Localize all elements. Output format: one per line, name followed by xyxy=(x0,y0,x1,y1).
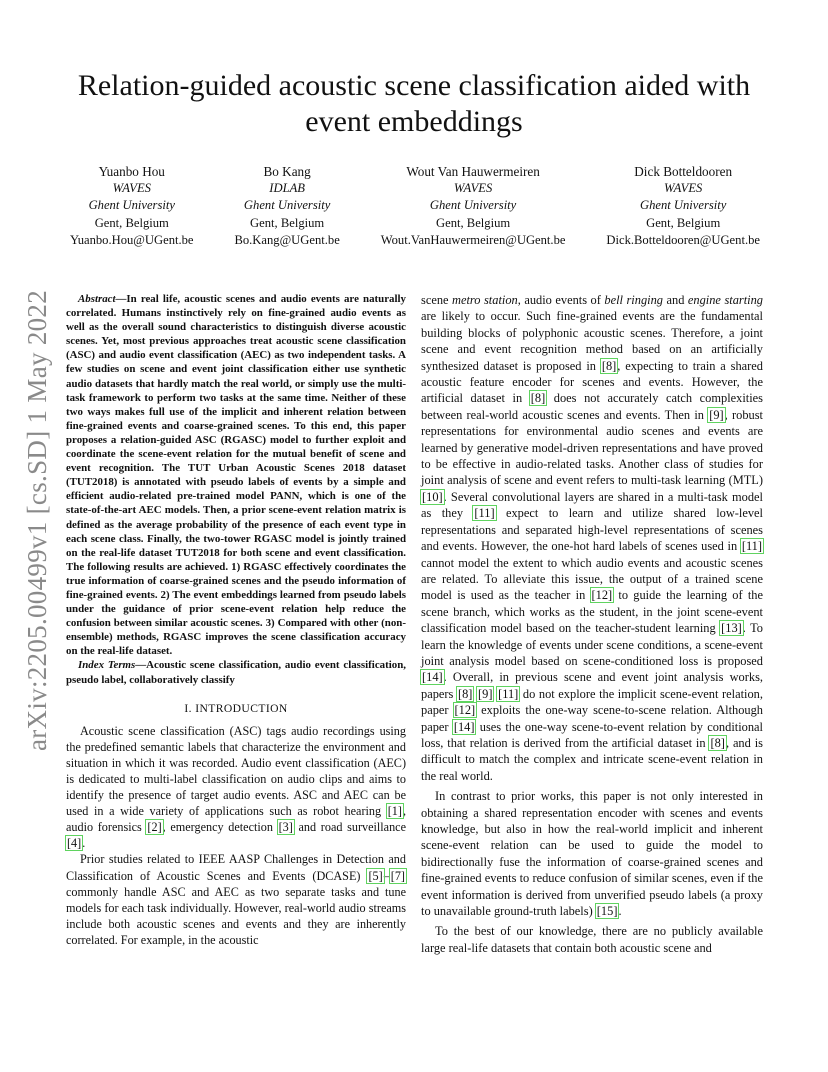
author-univ: Ghent University xyxy=(429,198,517,213)
arxiv-stamp-text: arXiv:2205.00499v1 [cs.SD] 1 May 2022 xyxy=(22,289,53,751)
author-city: Gent, Belgium xyxy=(250,215,325,230)
citation-link[interactable]: [8] xyxy=(710,735,725,750)
arxiv-identifier-stamp xyxy=(20,290,56,750)
citation-link[interactable]: [3] xyxy=(278,820,293,835)
author-dept: IDLAB xyxy=(269,181,305,196)
citation-link[interactable]: [1] xyxy=(387,804,402,819)
citation-link[interactable]: [11] xyxy=(741,539,762,554)
citation-link[interactable]: [8] xyxy=(601,358,617,373)
citation-link[interactable]: [13] xyxy=(721,621,742,636)
author-name: Yuanbo Hou xyxy=(98,164,165,179)
citation-link[interactable]: [14] xyxy=(453,719,475,734)
author-email: Wout.VanHauwermeiren@UGent.be xyxy=(380,232,566,247)
citation-link[interactable]: [7] xyxy=(390,868,405,883)
citation-link[interactable]: [4] xyxy=(67,836,82,851)
index-terms-label: Index Terms xyxy=(78,659,136,672)
author-city: Gent, Belgium xyxy=(646,215,721,230)
citation-link[interactable]: [10] xyxy=(422,489,443,504)
author-email: Yuanbo.Hou@UGent.be xyxy=(70,232,194,247)
index-terms-text: —Acoustic scene classification, audio event classification, pseudo label, collaboratively classify xyxy=(66,659,406,686)
citation-link[interactable]: [5] xyxy=(368,868,383,883)
right-column xyxy=(421,292,763,956)
author-city: Gent, Belgium xyxy=(436,215,511,230)
author-3 xyxy=(381,163,566,249)
author-block xyxy=(70,163,760,249)
abstract xyxy=(66,292,406,658)
citation-link[interactable]: [8] xyxy=(530,391,546,406)
citation-link[interactable]: [9] xyxy=(478,686,493,701)
author-univ: Ghent University xyxy=(88,198,175,213)
citation-link[interactable]: [11] xyxy=(498,686,519,701)
author-dept: WAVES xyxy=(664,181,703,196)
section-heading-introduction: I. INTRODUCTION xyxy=(184,701,288,715)
index-terms xyxy=(66,658,406,686)
citation-link[interactable]: [14] xyxy=(422,670,443,685)
author-email: Dick.Botteldooren@UGent.be xyxy=(606,232,760,247)
citation-link[interactable]: [2] xyxy=(147,820,162,835)
author-univ: Ghent University xyxy=(243,198,331,213)
author-dept: WAVES xyxy=(112,181,151,196)
author-2 xyxy=(234,163,339,249)
abstract-label: Abstract xyxy=(78,293,116,305)
citation-link[interactable]: [12] xyxy=(454,703,476,718)
author-univ: Ghent University xyxy=(639,198,727,213)
author-city: Gent, Belgium xyxy=(94,215,169,230)
author-name: Bo Kang xyxy=(263,164,311,179)
intro-paragraph-4: In contrast to prior works, this paper is not only interested in obtaining a shared representation encoder with scenes and events knowledge, but also in how the real-world implicit and inherent scene-event relation can be used to guide the model to bidirectionally fuse the information of coarse-grained scenes and fine-grained events to reduce confusion of similar scenes, even if the event information is derived from unverified pseudo labels (a proxy to unavailable ground-truth labels) [15]. xyxy=(421,789,763,919)
paper-title: Relation-guided acoustic scene classification aided with event embeddings xyxy=(77,69,751,138)
citation-link[interactable]: [12] xyxy=(591,588,613,603)
citation-link[interactable]: [11] xyxy=(474,506,495,521)
intro-paragraph-2: Prior studies related to IEEE AASP Challenges in Detection and Classification of Acoustic Scenes and Events (DCASE) [5]–[7] commonly handle ASC and AEC as two separate tasks and tune models for each task individually. However, real-world audio streams include both acoustic scenes and events and they are inherently correlated. For example, in the acoustic xyxy=(66,852,406,947)
author-name: Wout Van Hauwermeiren xyxy=(406,164,540,179)
author-4 xyxy=(606,163,760,249)
citation-link[interactable]: [9] xyxy=(709,407,724,422)
author-1 xyxy=(70,163,194,249)
abstract-text: —In real life, acoustic scenes and audio events are naturally correlated. Humans instinctively rely on fine-grained audio events as well as the overall sound characteristics to distinguish diverse acoustic scenes. Yet, most previous approaches treat acoustic scene classification (ASC) and audio event classification (AEC) as two independent tasks. A few studies on scene and event joint classification either use synthetic audio datasets that hardly match the real world, or simply use the multi-task framework to perform two tasks at the same time. Neither of these two ways makes full use of the implicit and inherent relation between fine-grained events and coarse-grained scenes. To this end, this paper proposes a relation-guided ASC (RGASC) model to further exploit and coordinate the scene-event relation for the mutual benefit of scene and event recognition. The TUT Urban Acoustic Scenes 2018 dataset (TUT2018) is annotated with pseudo labels of events by a simple and efficient audio-related pre-trained model PANN, which is one of the state-of-the-art AEC models. Then, a prior scene-event relation matrix is defined as the average probability of the presence of each event type in each scene class. Finally, the two-tower RGASC model is jointly trained on the real-life dataset TUT2018 for both scene and event classification. The following results are achieved. 1) RGASC effectively coordinates the true information of coarse-grained scenes and the pseudo information of fine-grained events. 2) The event embeddings learned from pseudo labels under the guidance of prior scene-event relation help reduce the confusion between similar acoustic scenes. 3) Compared with other (non-ensemble) methods, RGASC improves the scene classification accuracy on the real-life dataset. xyxy=(66,293,406,658)
intro-paragraph-5: To the best of our knowledge, there are no publicly available large real-life datasets that contain both acoustic scene and xyxy=(421,924,763,955)
citation-link[interactable]: [15] xyxy=(596,904,618,919)
author-email: Bo.Kang@UGent.be xyxy=(234,232,340,247)
author-dept: WAVES xyxy=(453,181,493,196)
left-column xyxy=(66,292,406,948)
intro-paragraph-1: Acoustic scene classification (ASC) tags audio recordings using the predefined semantic labels that characterize the environment and situation in which it was recorded. Audio event classification (AEC) is dedicated to multi-label classification on audio clips and aims to identify the presence of target audio events. ASC and AEC can be used in a wide variety of applications such as robot hearing [1], audio forensics [2], emergency detection [3] and road surveillance [4]. xyxy=(66,723,406,851)
author-name: Dick Botteldooren xyxy=(634,164,733,179)
intro-paragraph-3: scene metro station, audio events of bell ringing and engine starting are likely to occur. Such fine-grained events are the fundamental building blocks of polyphonic acoustic scenes. Therefore, a joint scene and event recognition method based on an artificially synthesized dataset is proposed in [8], expecting to train a shared acoustic feature encoder for scenes and events. However, the artificial dataset in [8] does not accurately catch complexities between real-world acoustic scenes and events. Then in [9], robust representations for environmental audio scenes and events are learned by generative model-driven representations and have proved to be effective in audio-related tasks. Another class of studies for joint analysis of scene and event refers to multi-task learning (MTL) [10]. Several convolutional layers are shared in a multi-task model as they [11] expect to learn and utilize shared low-level representations and separated high-level representations of scenes and events. However, the one-hot hard labels of scenes used in [11] cannot model the extent to which audio events and acoustic scenes are related. To alleviate this issue, the output of a trained scene model is used as the teacher in [12] to guide the learning of the scene branch, which works as the student, in the joint scene-event classification model based on the teacher-student learning [13]. To learn the knowledge of events under scene conditions, a scene-event joint analysis model based on scene-conditioned loss is proposed [14]. Overall, in previous scene and event joint analysis works, papers [8] [9] [11] do not explore the implicit scene-event relation, paper [12] exploits the one-way scene-to-scene relation. Although paper [14] uses the one-way scene-to-event relation by conditional loss, that relation is derived from the artificial dataset in [8], and is difficult to match the complex and intricate scene-event relation in the real world. xyxy=(421,293,764,783)
citation-link[interactable]: [8] xyxy=(457,686,473,701)
